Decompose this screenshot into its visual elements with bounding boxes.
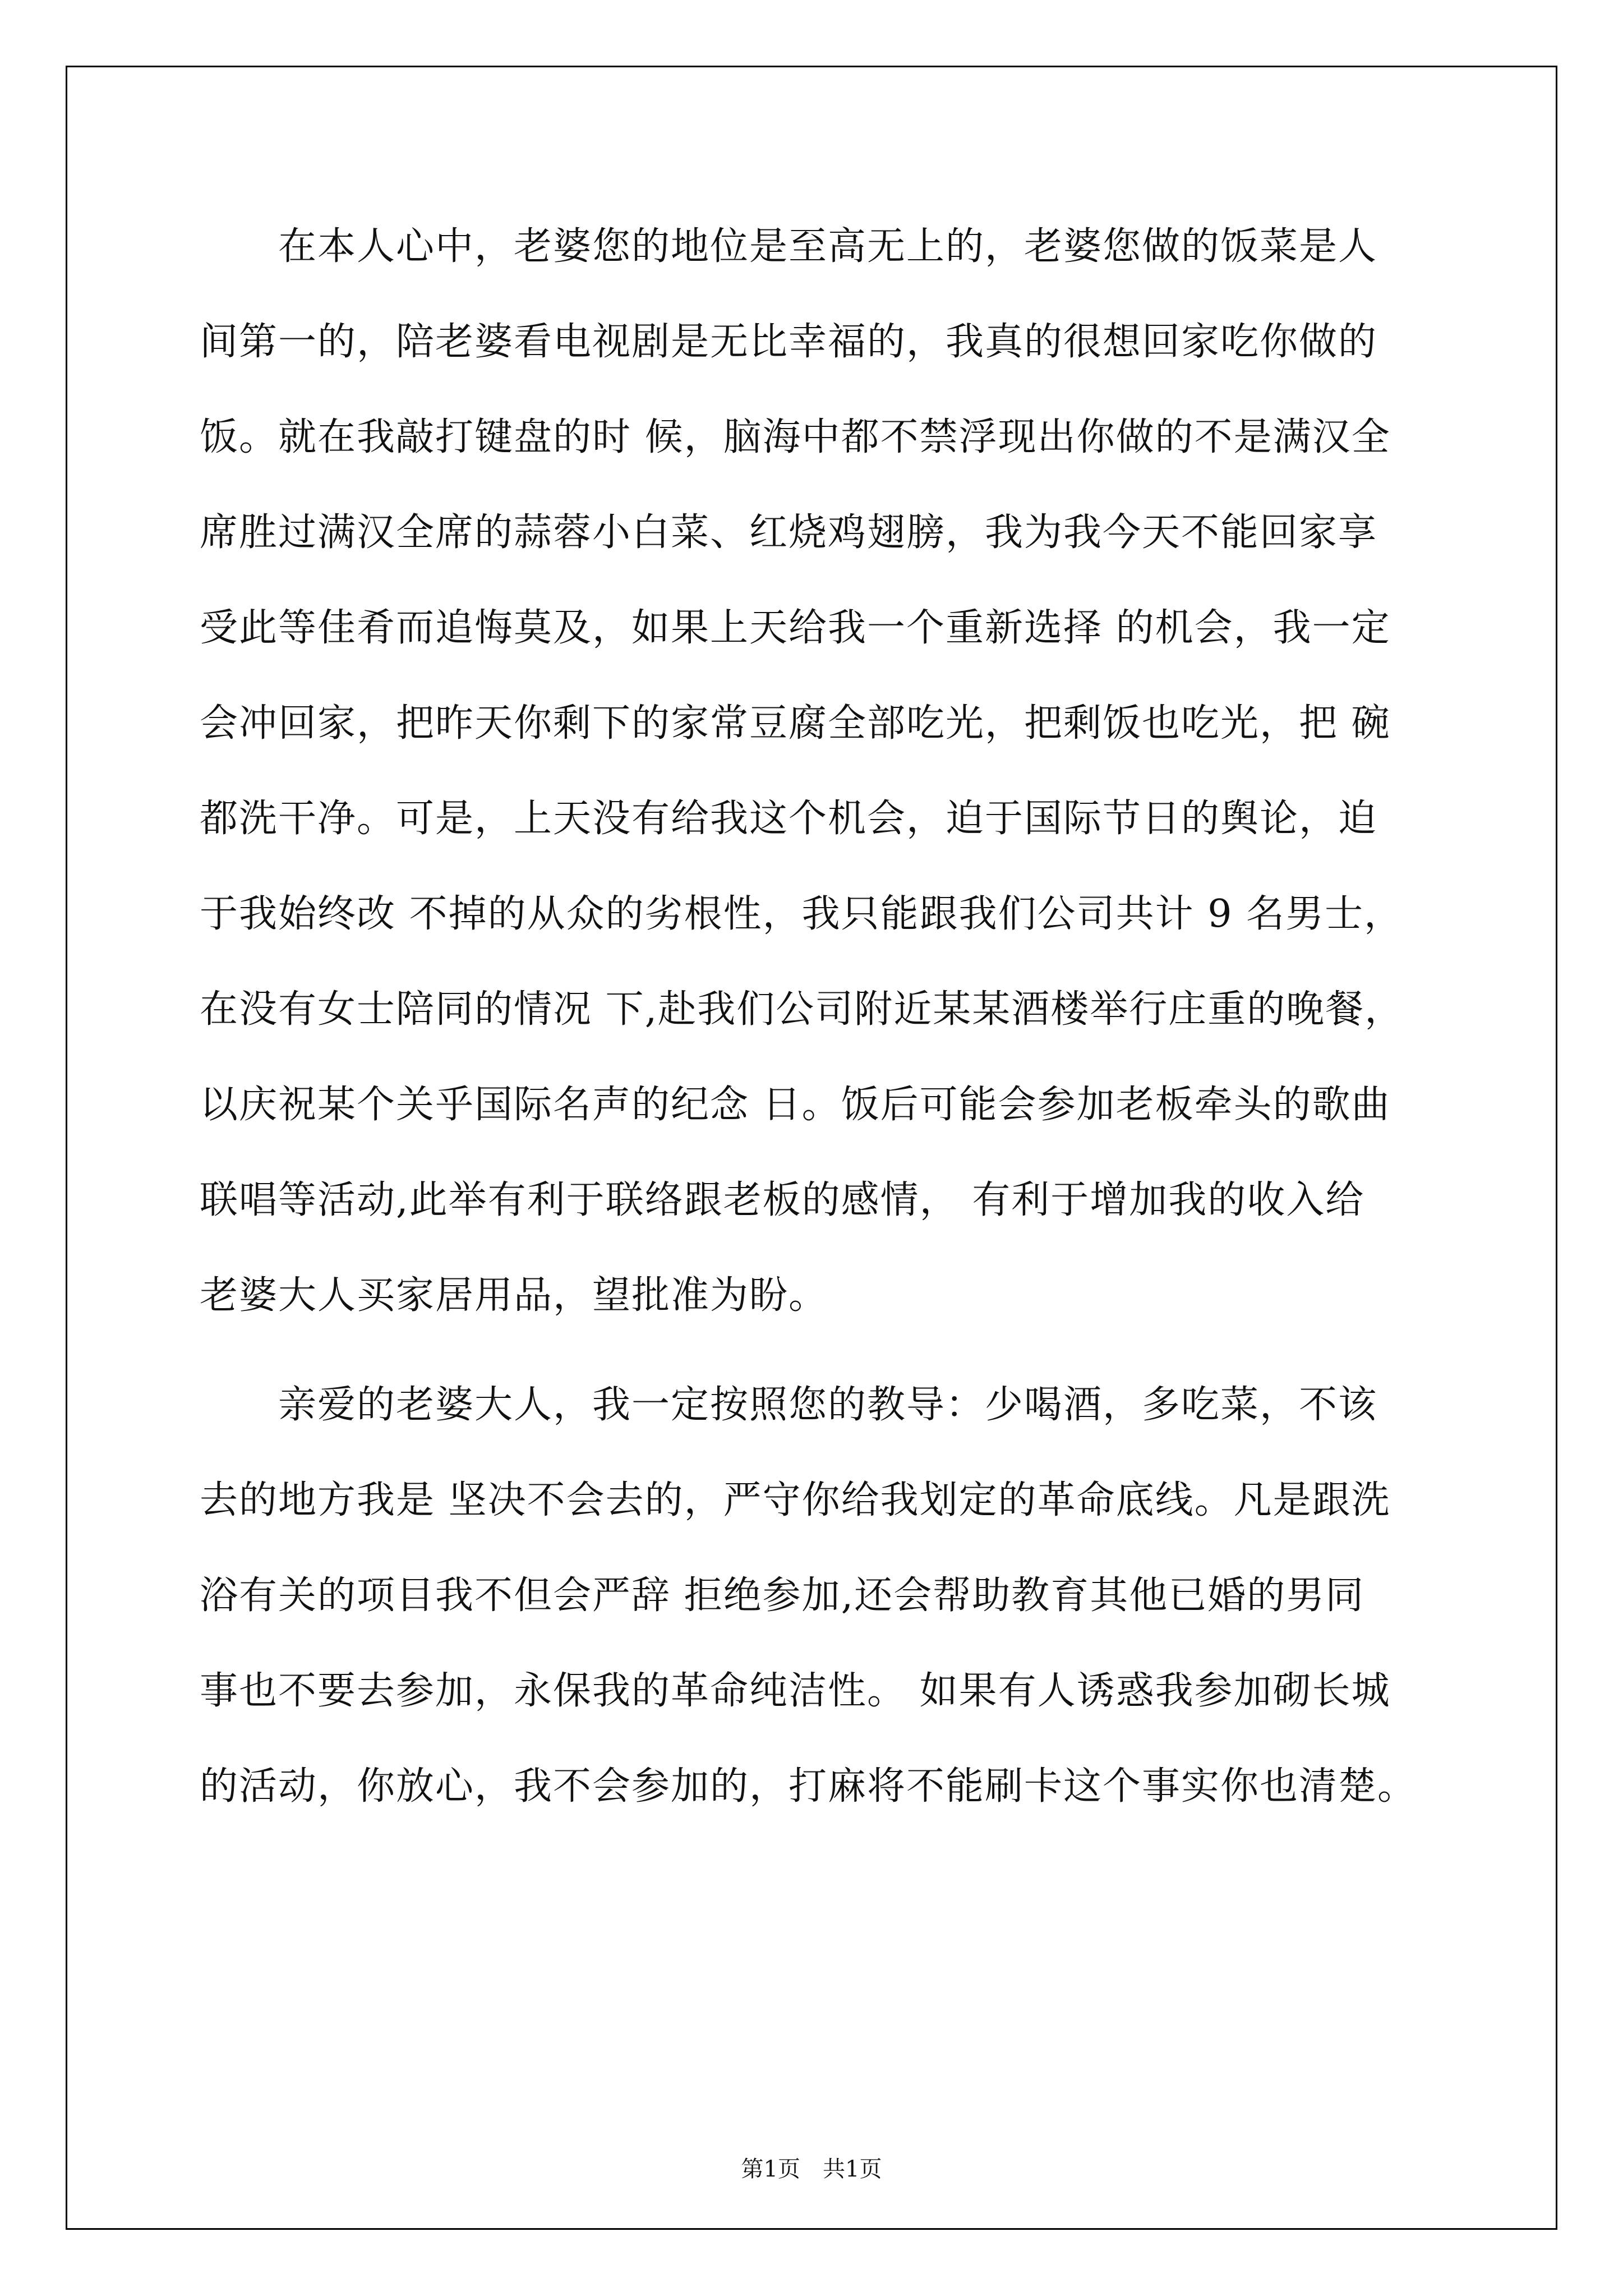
text-line: 席胜过满汉全席的蒜蓉小白菜、红烧鸡翅膀，我为我今天不能回家享 <box>200 510 1378 555</box>
paragraph-2 <box>200 1358 1428 1834</box>
text-line: 间第一的，陪老婆看电视剧是无比幸福的，我真的很想回家吃你做的 <box>200 320 1378 364</box>
text-line: 亲爱的老婆大人，我一定按照您的教导：少喝酒，多吃菜，不该 <box>200 1383 1378 1427</box>
text-line: 于我始终改 不掉的从众的劣根性，我只能跟我们公司共计 9 名男士， <box>200 892 1404 936</box>
text-line: 受此等佳肴而追悔莫及，如果上天给我一个重新选择 的机会，我一定 <box>200 606 1391 650</box>
text-line: 都洗干净。可是，上天没有给我这个机会，迫于国际节日的舆论，迫 <box>200 797 1378 841</box>
text-line: 浴有关的项目我不但会严辞 拒绝参加,还会帮助教育其他已婚的男同 <box>200 1573 1365 1618</box>
text-line: 去的地方我是 坚决不会去的，严守你给我划定的革命底线。凡是跟洗 <box>200 1478 1391 1522</box>
text-line: 在本人心中，老婆您的地位是至高无上的，老婆您做的饭菜是人 <box>200 224 1378 269</box>
text-line: 事也不要去参加，永保我的革命纯洁性。 如果有人诱惑我参加砌长城 <box>200 1669 1391 1713</box>
text-line: 的活动，你放心，我不会参加的，打麻将不能刷卡这个事实你也清楚。 <box>200 1764 1417 1809</box>
text-line: 联唱等活动,此举有利于联络跟老板的感情， 有利于增加我的收入给 <box>200 1178 1365 1222</box>
paragraph-gap <box>200 1343 1428 1358</box>
text-line: 在没有女士陪同的情况 下,赴我们公司附近某某酒楼举行庄重的晚餐， <box>200 987 1404 1032</box>
text-line: 饭。就在我敲打键盘的时 候，脑海中都不禁浮现出你做的不是满汉全 <box>200 415 1391 459</box>
text-line: 会冲回家，把昨天你剩下的家常豆腐全部吃光，把剩饭也吃光，把 碗 <box>200 701 1391 746</box>
paragraph-1 <box>200 199 1428 1343</box>
text-line: 以庆祝某个关乎国际名声的纪念 日。饭后可能会参加老板牵头的歌曲 <box>200 1083 1391 1127</box>
page-footer: 第1页 共1页 <box>741 2156 882 2182</box>
text-line: 老婆大人买家居用品，望批准为盼。 <box>200 1273 828 1318</box>
document-body <box>200 199 1428 1834</box>
